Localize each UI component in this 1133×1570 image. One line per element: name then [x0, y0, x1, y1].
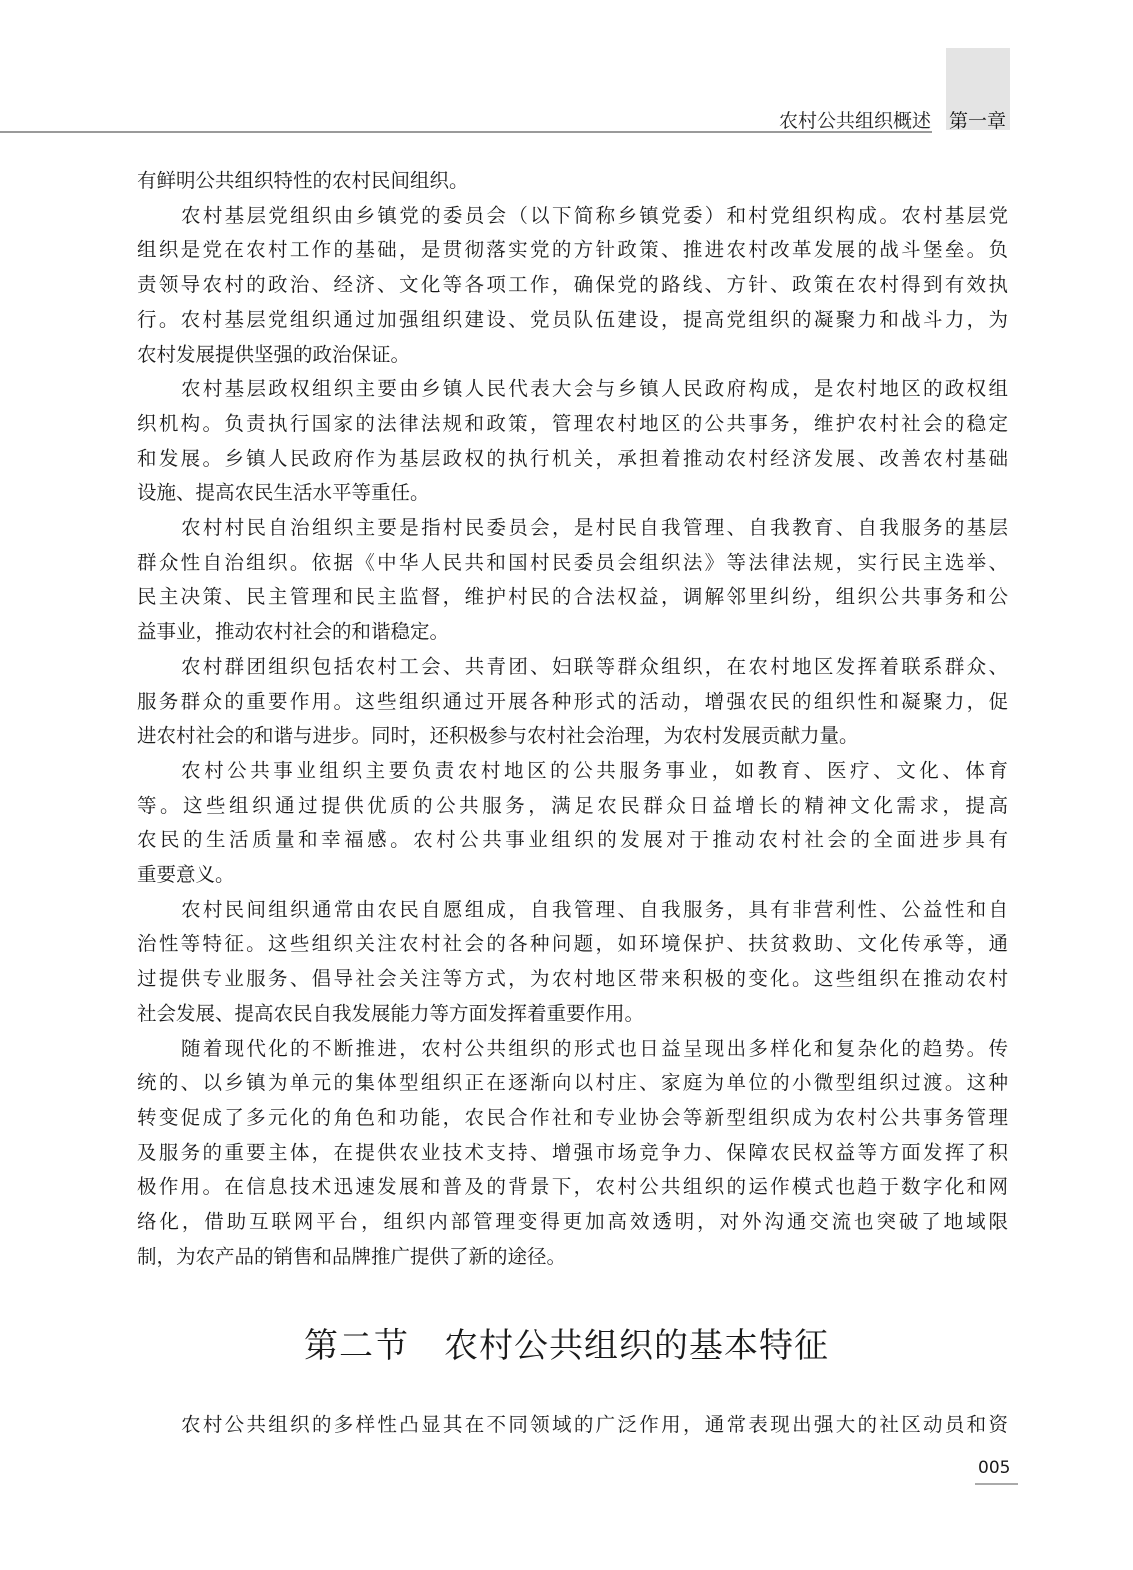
- paragraph-line: 过提供专业服务、倡导社会关注等方式，为农村地区带来积极的变化。这些组织在推动农村: [137, 967, 1008, 991]
- paragraph-line: 农村民间组织通常由农民自愿组成，自我管理、自我服务，具有非营利性、公益性和自: [181, 897, 1008, 921]
- paragraph-line: 和发展。乡镇人民政府作为基层政权的执行机关，承担着推动农村经济发展、改善农村基础: [137, 446, 1008, 470]
- paragraph-line: 及服务的重要主体，在提供农业技术支持、增强市场竞争力、保障农民权益等方面发挥了积: [137, 1140, 1008, 1164]
- section-heading: 第二节 农村公共组织的基本特征: [304, 1326, 829, 1366]
- paragraph-line: 行。农村基层党组织通过加强组织建设、党员队伍建设，提高党组织的凝聚力和战斗力，为: [137, 307, 1008, 331]
- paragraph-line: 重要意义。: [137, 863, 235, 886]
- paragraph-line: 农村公共事业组织主要负责农村地区的公共服务事业，如教育、医疗、文化、体育: [181, 758, 1008, 782]
- paragraph-line: 农村发展提供坚强的政治保证。: [137, 342, 411, 366]
- paragraph-line: 络化，借助互联网平台，组织内部管理变得更加高效透明，对外沟通交流也突破了地域限: [137, 1210, 1008, 1233]
- paragraph-line: 群众性自治组织。依据《中华人民共和国村民委员会组织法》等法律法规，实行民主选举、: [137, 550, 1008, 574]
- paragraph-line: 织机构。负责执行国家的法律法规和政策，管理农村地区的公共事务，维护农村社会的稳定: [137, 411, 1008, 435]
- paragraph-line: 服务群众的重要作用。这些组织通过开展各种形式的活动，增强农民的组织性和凝聚力，促: [137, 689, 1008, 713]
- paragraph-line: 转变促成了多元化的角色和功能，农民合作社和专业协会等新型组织成为农村公共事务管理: [137, 1105, 1008, 1129]
- paragraph-line: 农村基层党组织由乡镇党的委员会（以下简称乡镇党委）和村党组织构成。农村基层党: [181, 203, 1008, 227]
- paragraph-line: 社会发展、提高农民自我发展能力等方面发挥着重要作用。: [137, 1001, 645, 1025]
- paragraph-line: 益事业，推动农村社会的和谐稳定。: [137, 620, 450, 644]
- paragraph-line: 民主决策、民主管理和民主监督，维护村民的合法权益，调解邻里纠纷，组织公共事务和公: [137, 585, 1008, 609]
- paragraph-line: 农村基层政权组织主要由乡镇人民代表大会与乡镇人民政府构成，是农村地区的政权组: [181, 377, 1008, 401]
- running-header-title: 农村公共组织概述: [778, 110, 931, 132]
- paragraph-line: 极作用。在信息技术迅速发展和普及的背景下，农村公共组织的运作模式也趋于数字化和网: [137, 1175, 1008, 1199]
- paragraph-line: 农村群团组织包括农村工会、共青团、妇联等群众组织，在农村地区发挥着联系群众、: [181, 654, 1008, 678]
- paragraph-line: 进农村社会的和谐与进步。同时，还积极参与农村社会治理，为农村发展贡献力量。: [137, 724, 859, 748]
- page-number-rule: [975, 1483, 1018, 1485]
- paragraph-line: 等。这些组织通过提供优质的公共服务，满足农民群众日益增长的精神文化需求，提高: [137, 793, 1008, 817]
- paragraph-line: 组织是党在农村工作的基础，是贯彻落实党的方针政策、推进农村改革发展的战斗堡垒。负: [137, 238, 1008, 262]
- paragraph-line: 设施、提高农民生活水平等重任。: [137, 481, 430, 505]
- paragraph-line: 农村公共组织的多样性凸显其在不同领域的广泛作用，通常表现出强大的社区动员和资: [181, 1413, 1008, 1436]
- paragraph-line: 农民的生活质量和幸福感。农村公共事业组织的发展对于推动农村社会的全面进步具有: [137, 828, 1008, 852]
- paragraph-line: 随着现代化的不断推进，农村公共组织的形式也日益呈现出多样化和复杂化的趋势。传: [181, 1036, 1008, 1060]
- paragraph-line: 制，为农产品的销售和品牌推广提供了新的途径。: [137, 1244, 567, 1268]
- running-header-chapter: 第一章: [949, 110, 1007, 132]
- paragraph-line: 统的、以乡镇为单元的集体型组织正在逐渐向以村庄、家庭为单位的小微型组织过渡。这种: [137, 1071, 1008, 1095]
- page-number: 005: [978, 1458, 1011, 1478]
- paragraph-line: 农村村民自治组织主要是指村民委员会，是村民自我管理、自我教育、自我服务的基层: [181, 516, 1008, 539]
- paragraph-line: 治性等特征。这些组织关注农村社会的各种问题，如环境保护、扶贫救助、文化传承等，通: [137, 932, 1008, 956]
- paragraph-line: 有鲜明公共组织特性的农村民间组织。: [137, 169, 469, 192]
- paragraph-line: 责领导农村的政治、经济、文化等各项工作，确保党的路线、方针、政策在农村得到有效执: [137, 273, 1008, 297]
